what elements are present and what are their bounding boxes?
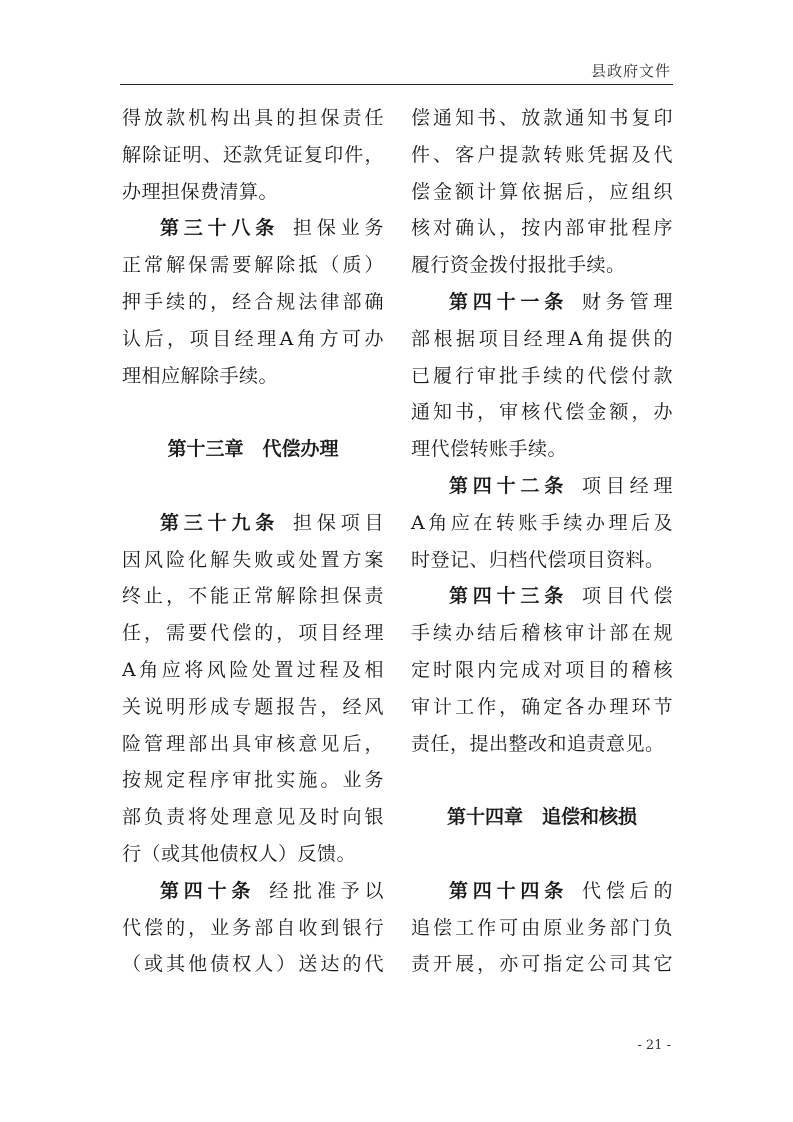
chapter-14-heading: 第十四章 追偿和核损 [446,806,637,829]
text-line: 认后，项目经理A角方可办 [122,327,384,350]
article-39-title: 第三十九条 [160,511,280,534]
text-line: 按规定程序审批实施。业务 [122,769,384,792]
text-line: 履行资金拨付报批手续。 [411,254,626,277]
chapter-13-heading: 第十三章 代偿办理 [167,438,339,461]
text-line: 担保项目 [293,511,384,534]
text-line: 追偿工作可由原业务部门负 [411,916,673,939]
text-line: 理相应解除手续。 [122,364,279,387]
text-line: A角应将风险处置过程及相 [122,658,384,681]
text-line: 险管理部出具审核意见后， [122,732,384,755]
text-line: 偿通知书、放款通知书复印 [411,107,673,129]
header-title: 县政府文件 [590,62,671,80]
text-line: 终止，不能正常解除担保责 [122,585,384,608]
text-line: 手续办结后稽核审计部在规 [411,622,673,645]
text-line: 时登记、归档代偿项目资料。 [411,548,665,571]
article-42-first-line [411,468,673,505]
text-line: 担保业务 [293,217,384,240]
text-line: 偿金额计算依据后，应组织 [411,180,673,203]
right-column [411,100,673,983]
article-40-title: 第四十条 [160,879,256,902]
page-number: - 21 - [637,1038,671,1053]
article-42-title: 第四十二条 [449,474,569,497]
text-line: 关说明形成专题报告，经风 [122,695,384,718]
article-44-title: 第四十四条 [449,879,569,902]
text-line: 解除证明、还款凭证复印件， [122,143,384,166]
text-line: 部负责将处理意见及时向银 [122,806,384,829]
spacer [411,762,673,799]
text-line: 押手续的，经合规法律部确 [122,290,384,313]
text-line: 审计工作，确定各办理环节 [411,695,673,718]
article-41-first-line [411,284,673,321]
text-line: 已履行审批手续的代偿付款 [411,364,673,387]
text-line: 项目经理 [582,474,673,497]
article-44-first-line [411,873,673,910]
text-line: 责任，提出整改和追责意见。 [411,732,665,755]
text-line: 理代偿转账手续。 [411,438,568,461]
text-line: 经批准予以 [269,879,384,902]
text-line: 定时限内完成对项目的稽核 [411,658,673,681]
left-column [122,100,384,983]
spacer [122,394,384,431]
article-43-first-line [411,578,673,615]
article-40-first-line [122,873,384,910]
text-line: 件、客户提款转账凭据及代 [411,143,673,166]
text-line: 财务管理 [582,290,673,313]
spacer [122,468,384,505]
text-line: 责开展，亦可指定公司其它 [411,953,673,976]
text-line: 代偿的，业务部自收到银行 [122,916,384,939]
article-43-title: 第四十三条 [449,585,569,608]
text-line: 得放款机构出具的担保责任 [122,107,384,129]
text-line: 因风险化解失败或处置方案 [122,548,384,571]
text-line: 项目代偿 [582,585,673,608]
article-38-first-line [122,210,384,247]
text-line: （或其他债权人）送达的代 [122,953,384,976]
header-divider [120,84,673,85]
text-line: 部根据项目经理A角提供的 [411,327,673,350]
text-line: 通知书，审核代偿金额，办 [411,401,673,424]
article-38-title: 第三十八条 [160,217,280,240]
text-line: 任，需要代偿的，项目经理 [122,622,384,645]
text-line: 代偿后的 [582,879,673,902]
article-39-first-line [122,505,384,542]
text-line: 核对确认，按内部审批程序 [411,217,673,240]
spacer [411,836,673,873]
article-41-title: 第四十一条 [449,290,569,313]
text-line: A角应在转账手续办理后及 [411,511,673,534]
text-line: 正常解保需要解除抵（质） [122,254,384,277]
text-line: 办理担保费清算。 [122,180,279,203]
text-line: 行（或其他债权人）反馈。 [122,842,357,865]
